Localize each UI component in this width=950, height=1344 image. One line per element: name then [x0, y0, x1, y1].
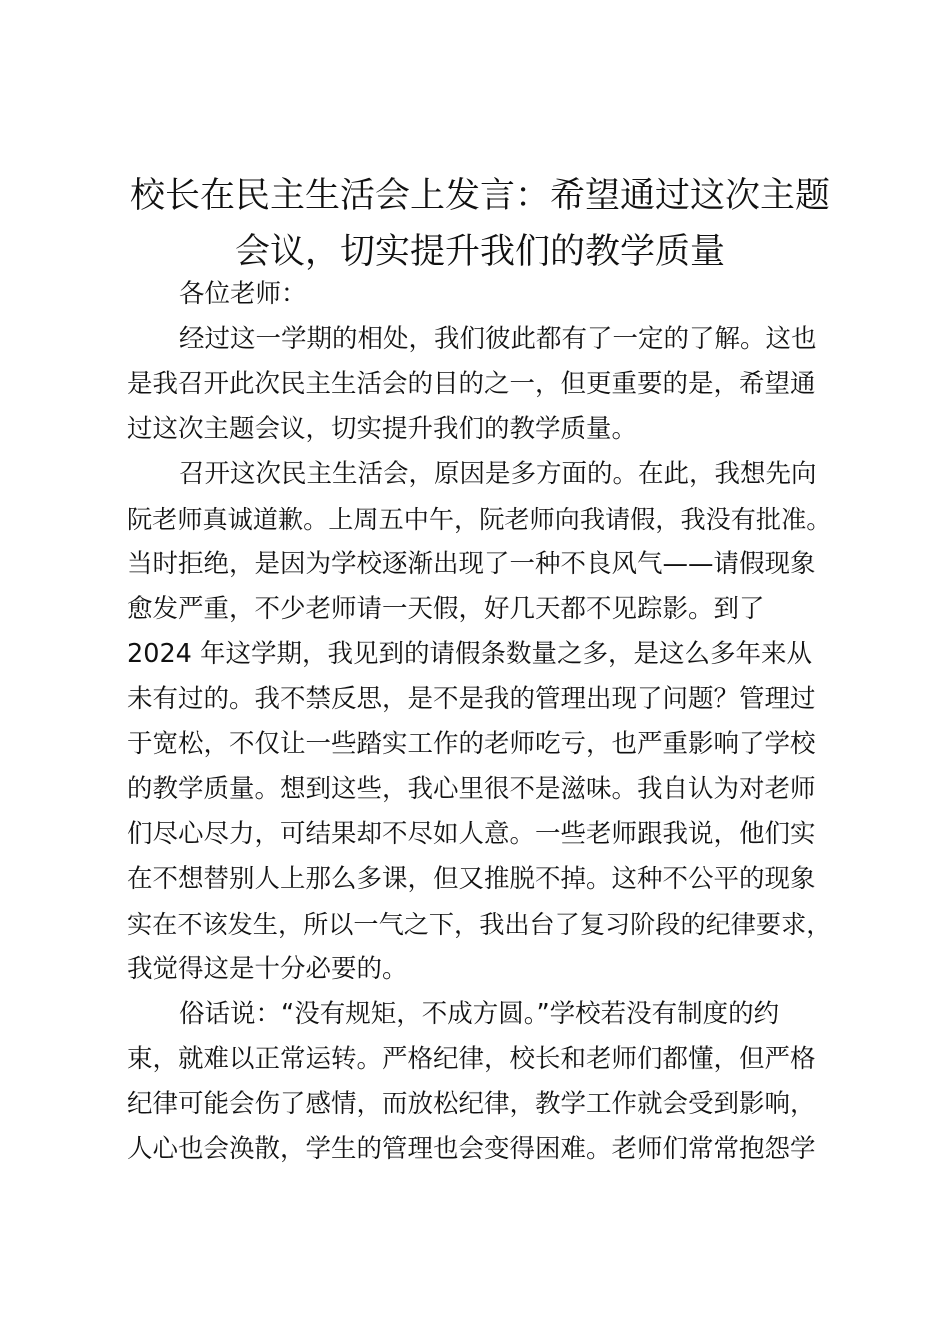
body-line: 束，就难以正常运转。严格纪律，校长和老师们都懂，但严格	[127, 1044, 816, 1074]
body-line: 2024 年这学期，我见到的请假条数量之多，是这么多年来从	[127, 639, 813, 669]
document-title	[100, 168, 860, 280]
body-line: 当时拒绝，是因为学校逐渐出现了一种不良风气——请假现象	[127, 549, 816, 579]
body-line: 们尽心尽力，可结果却不尽如人意。一些老师跟我说，他们实	[127, 819, 816, 849]
body-line: 于宽松，不仅让一些踏实工作的老师吃亏，也严重影响了学校	[127, 729, 816, 759]
body-line: 的教学质量。想到这些，我心里很不是滋味。我自认为对老师	[127, 774, 816, 804]
body-line: 俗话说：“没有规矩，不成方圆。”学校若没有制度的约	[179, 999, 780, 1029]
document-body	[127, 272, 832, 1172]
body-line: 过这次主题会议，切实提升我们的教学质量。	[127, 414, 638, 444]
body-line: 在不想替别人上那么多课，但又推脱不掉。这种不公平的现象	[127, 864, 816, 894]
body-line: 阮老师真诚道歉。上周五中午，阮老师向我请假，我没有批准。	[127, 505, 832, 534]
body-line: 未有过的。我不禁反思，是不是我的管理出现了问题？管理过	[127, 684, 816, 714]
body-line: 召开这次民主生活会，原因是多方面的。在此，我想先向	[179, 459, 817, 489]
body-line: 愈发严重，不少老师请一天假，好几天都不见踪影。到了	[127, 594, 765, 624]
body-line: 实在不该发生，所以一气之下，我出台了复习阶段的纪律要求，	[127, 910, 832, 939]
body-line: 人心也会涣散，学生的管理也会变得困难。老师们常常抱怨学	[127, 1134, 816, 1164]
body-line: 是我召开此次民主生活会的目的之一，但更重要的是，希望通	[127, 369, 816, 399]
body-line: 各位老师：	[179, 279, 307, 309]
title-line-2: 会议，切实提升我们的教学质量	[234, 232, 725, 272]
body-line: 纪律可能会伤了感情，而放松纪律，教学工作就会受到影响，	[127, 1089, 816, 1119]
body-line: 经过这一学期的相处，我们彼此都有了一定的了解。这也	[179, 324, 817, 354]
body-line: 我觉得这是十分必要的。	[127, 954, 408, 984]
title-line-1: 校长在民主生活会上发言：希望通过这次主题	[129, 176, 830, 216]
